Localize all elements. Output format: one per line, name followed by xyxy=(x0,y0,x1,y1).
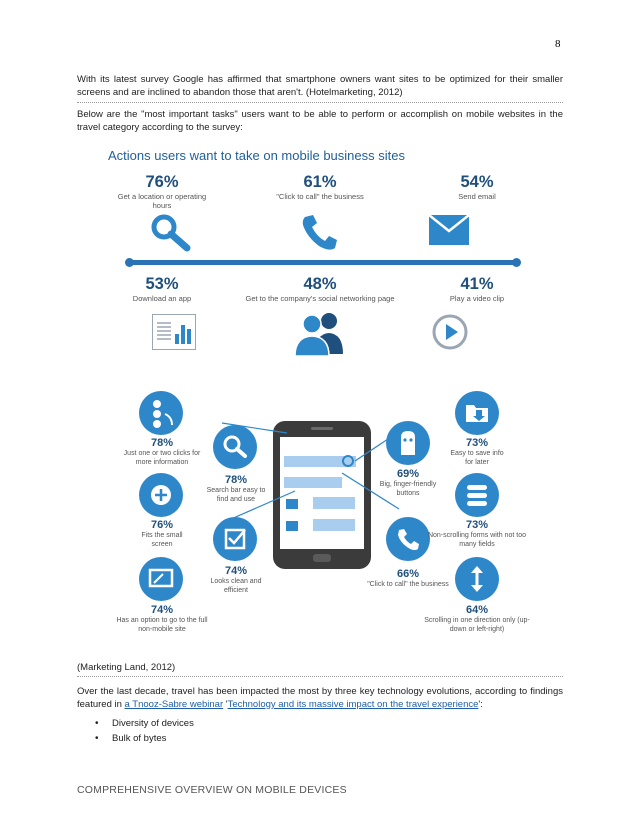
stat-big-buttons xyxy=(353,468,463,498)
stat-percent: 61% xyxy=(303,173,337,191)
citation: (Marketing Land, 2012) xyxy=(77,662,176,673)
stat-percent: 74% xyxy=(224,565,248,577)
stat-percent: 76% xyxy=(150,519,174,531)
stat-location xyxy=(97,173,227,210)
bullet-list xyxy=(95,716,194,746)
play-icon xyxy=(432,314,468,355)
stat-label: Just one or two clicks for more information xyxy=(123,450,201,466)
stat-fits-screen xyxy=(107,519,217,549)
stat-percent: 73% xyxy=(465,519,489,531)
check-box-icon xyxy=(213,517,257,561)
stat-one-two-clicks xyxy=(107,437,217,467)
stat-label: Has an option to go to the full non-mobile site xyxy=(116,617,208,633)
app-chart-icon xyxy=(152,314,196,355)
survey-paragraph: Below are the "most important tasks" users want to be able to perform or accomplish on mobile websites in the travel category according to the survey: xyxy=(77,109,563,133)
stat-label: "Click to call" the business xyxy=(367,581,449,588)
stat-full-site xyxy=(107,604,217,634)
envelope-icon xyxy=(429,215,469,250)
timeline-dot xyxy=(512,258,521,267)
list-item: • Bulk of bytes xyxy=(95,731,194,746)
stat-non-scrolling-forms xyxy=(422,519,532,549)
stat-percent: 78% xyxy=(224,474,248,486)
stat-social xyxy=(245,275,395,303)
stat-label: Non-scrolling forms with not too many fields xyxy=(427,532,527,548)
zoom-icon xyxy=(139,473,183,517)
stat-label: Play a video clip xyxy=(449,294,505,303)
mobile-actions-infographic xyxy=(77,143,563,643)
article-link[interactable]: Technology and its massive impact on the travel experience xyxy=(227,699,479,710)
dots-icon xyxy=(139,391,183,435)
stat-percent: 54% xyxy=(460,173,494,191)
stat-percent: 74% xyxy=(150,604,174,616)
stat-label: Search bar easy to find and use xyxy=(206,487,266,503)
stat-percent: 64% xyxy=(465,604,489,616)
webinar-link[interactable]: a Tnooz-Sabre webinar xyxy=(124,699,224,710)
stat-percent: 48% xyxy=(303,275,337,293)
stat-clean xyxy=(181,565,291,595)
stat-percent: 73% xyxy=(465,437,489,449)
stat-click-to-call xyxy=(255,173,385,201)
monitor-icon xyxy=(139,557,183,601)
stat-video xyxy=(412,275,542,303)
technology-paragraph xyxy=(77,685,563,711)
stat-percent: 41% xyxy=(460,275,494,293)
timeline-dot xyxy=(125,258,134,267)
stat-percent: 53% xyxy=(145,275,179,293)
list-item: • Diversity of devices xyxy=(95,716,194,731)
page-number: 8 xyxy=(555,38,561,50)
stat-save-info xyxy=(422,437,532,467)
stat-label: Get to the company's social networking page xyxy=(245,294,395,303)
stat-label: Scrolling in one direction only (up-down or left-right) xyxy=(424,617,530,633)
stat-percent: 76% xyxy=(145,173,179,191)
paragraph-text: ' xyxy=(223,699,228,710)
people-icon xyxy=(291,310,349,361)
stat-click-call-2 xyxy=(353,568,463,590)
scroll-icon xyxy=(455,557,499,601)
stat-percent: 78% xyxy=(150,437,174,449)
stat-send-email xyxy=(412,173,542,201)
stat-label: Get a location or operating hours xyxy=(117,192,207,210)
stat-label: Big, finger-friendly buttons xyxy=(379,481,437,497)
stat-download-app xyxy=(97,275,227,303)
folder-icon xyxy=(455,391,499,435)
stat-percent: 66% xyxy=(396,568,420,580)
magnifier-icon xyxy=(149,213,193,258)
stat-scroll-direction xyxy=(422,604,532,634)
stat-search-bar xyxy=(181,474,291,504)
stat-label: Send email xyxy=(458,192,496,201)
stat-label: Looks clean and efficient xyxy=(210,578,262,594)
dotted-divider xyxy=(77,676,563,677)
stat-label: Easy to save info for later xyxy=(450,450,504,466)
search-icon xyxy=(213,425,257,469)
paragraph-text: Over the last decade, travel has been impacted the most by three key technology evolutions, according to findings featured in xyxy=(77,686,563,710)
infographic-title: Actions users want to take on mobile business sites xyxy=(108,148,405,163)
phone-icon xyxy=(299,211,341,258)
form-icon xyxy=(455,473,499,517)
dotted-divider xyxy=(77,102,563,103)
page-footer: COMPREHENSIVE OVERVIEW ON MOBILE DEVICES xyxy=(77,784,347,796)
intro-paragraph: With its latest survey Google has affirmed that smartphone owners want sites to be optimized for their smaller screens and are inclined to abandon those that aren't. (Hotelmarketing, 2012) xyxy=(77,74,563,98)
stat-label: "Click to call" the business xyxy=(276,192,364,201)
stat-percent: 69% xyxy=(396,468,420,480)
stat-label: Download an app xyxy=(132,294,192,303)
stat-label: Fits the small screen xyxy=(141,532,183,548)
timeline-bar xyxy=(127,260,517,265)
paragraph-text: ': xyxy=(478,699,483,710)
